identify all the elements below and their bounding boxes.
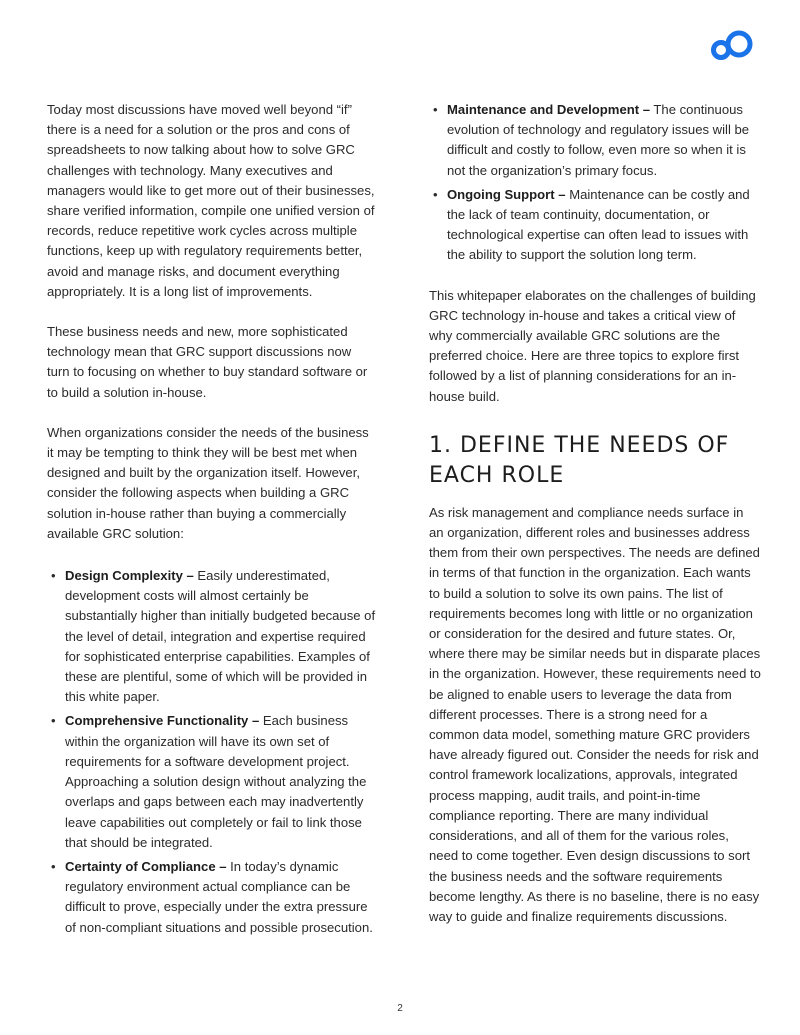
list-item-text: Maintenance can be costly and the lack of team continuity, documentation, or technological expertise can often lead to issues with the ability to support the solution long term. [447, 186, 750, 263]
list-item-text: In today’s dynamic regulatory environment actual compliance can be difficult to prove, especially under the extra pressure of non-compliant situations and possible prosecution. [65, 858, 373, 935]
brand-logo-icon [708, 29, 756, 63]
section-body: As risk management and compliance needs surface in an organization, different roles and businesses address them from their own perspectives. The needs are defined in terms of that function in the organization. Each wants to build a solution to solve its own pains. The list of requirements becomes long with little or no organization or consideration for the desired and future states. Or, where there may be similar needs but in disparate places in the organization. However, these requirements need to be aligned to enable users to leverage the data from different processes. There is a strong need for a common data model, something mature GRC providers have already figured out. Consider the needs for risk and control framework localizations, approvals, integrated process mapping, audit trails, and point-in-time compliance reporting. There are many individual considerations, and all of them for the various roles, need to come together. Even design discussions to sort the business needs and the software requirements become lengthy. As there is no baseline, there is no easy way to guide and finalize requirements discussions. [429, 504, 761, 924]
list-item-text: The continuous evolution of technology and regulatory issues will be difficult and costly to follow, even more so when it is not the organization’s primary focus. [447, 102, 750, 178]
list-item-term: Comprehensive Functionality – [65, 713, 260, 729]
paragraph: Today most discussions have moved well beyond “if” there is a need for a solution or the pros and cons of spreadsheets to now talking about how to solve GRC challenges with technology. Many executives and managers would like to get more out of their businesses, share verified information, compile one unified version of records, reduce repetitive work cycles across multiple functions, keep up with regulatory requirements better, avoid and manage risks, and document everything appropriately. It is a long list of improvements. [47, 102, 375, 299]
intro-paragraph: This whitepaper elaborates on the challenges of building GRC technology in-house and takes a critical view of why commercially available GRC solutions are the preferred choice. Here are three topics to explore first followed by a list of planning considerations for an in-house build. [429, 287, 756, 404]
list-item [47, 566, 377, 707]
paragraph: When organizations consider the needs of the business it may be tempting to think they will be best met when designed and built by the organization itself. However, consider the following aspects when building a GRC solution in-house rather than buying a commercially available GRC solution: [47, 424, 369, 541]
list-item [429, 100, 761, 181]
section-heading: 1. DEFINE THE NEEDS OF EACH ROLE [429, 432, 730, 488]
aspects-list [47, 566, 377, 938]
page-number: 2 [397, 1003, 403, 1014]
list-item [47, 857, 377, 938]
list-item [47, 711, 377, 852]
paragraph: These business needs and new, more sophisticated technology mean that GRC support discussions now turn to focusing on whether to buy standard software or to build a solution in-house. [47, 324, 368, 400]
aspects-list-continued [429, 100, 761, 266]
list-item [429, 185, 761, 266]
list-item-text: Easily underestimated, development costs will almost certainly be substantially higher than initially budgeted because of the level of detail, integration and expertise required for sophisticated enterprise capabilities. Examples of these are plentiful, some of which will be provided in this white paper. [65, 568, 376, 705]
list-item-term: Ongoing Support – [447, 186, 566, 202]
list-item-text: Each business within the organization will have its own set of requirements for a software development project. Approaching a solution design without analyzing the overlaps and gaps between each may inadvertently leave capabilities out completely or fail to link those that should be integrated. [65, 713, 367, 850]
list-item-term: Maintenance and Development – [447, 102, 651, 117]
list-item-term: Design Complexity – [65, 568, 194, 584]
right-column [429, 100, 761, 947]
list-item-term: Certainty of Compliance – [65, 858, 227, 874]
left-column [47, 100, 377, 958]
